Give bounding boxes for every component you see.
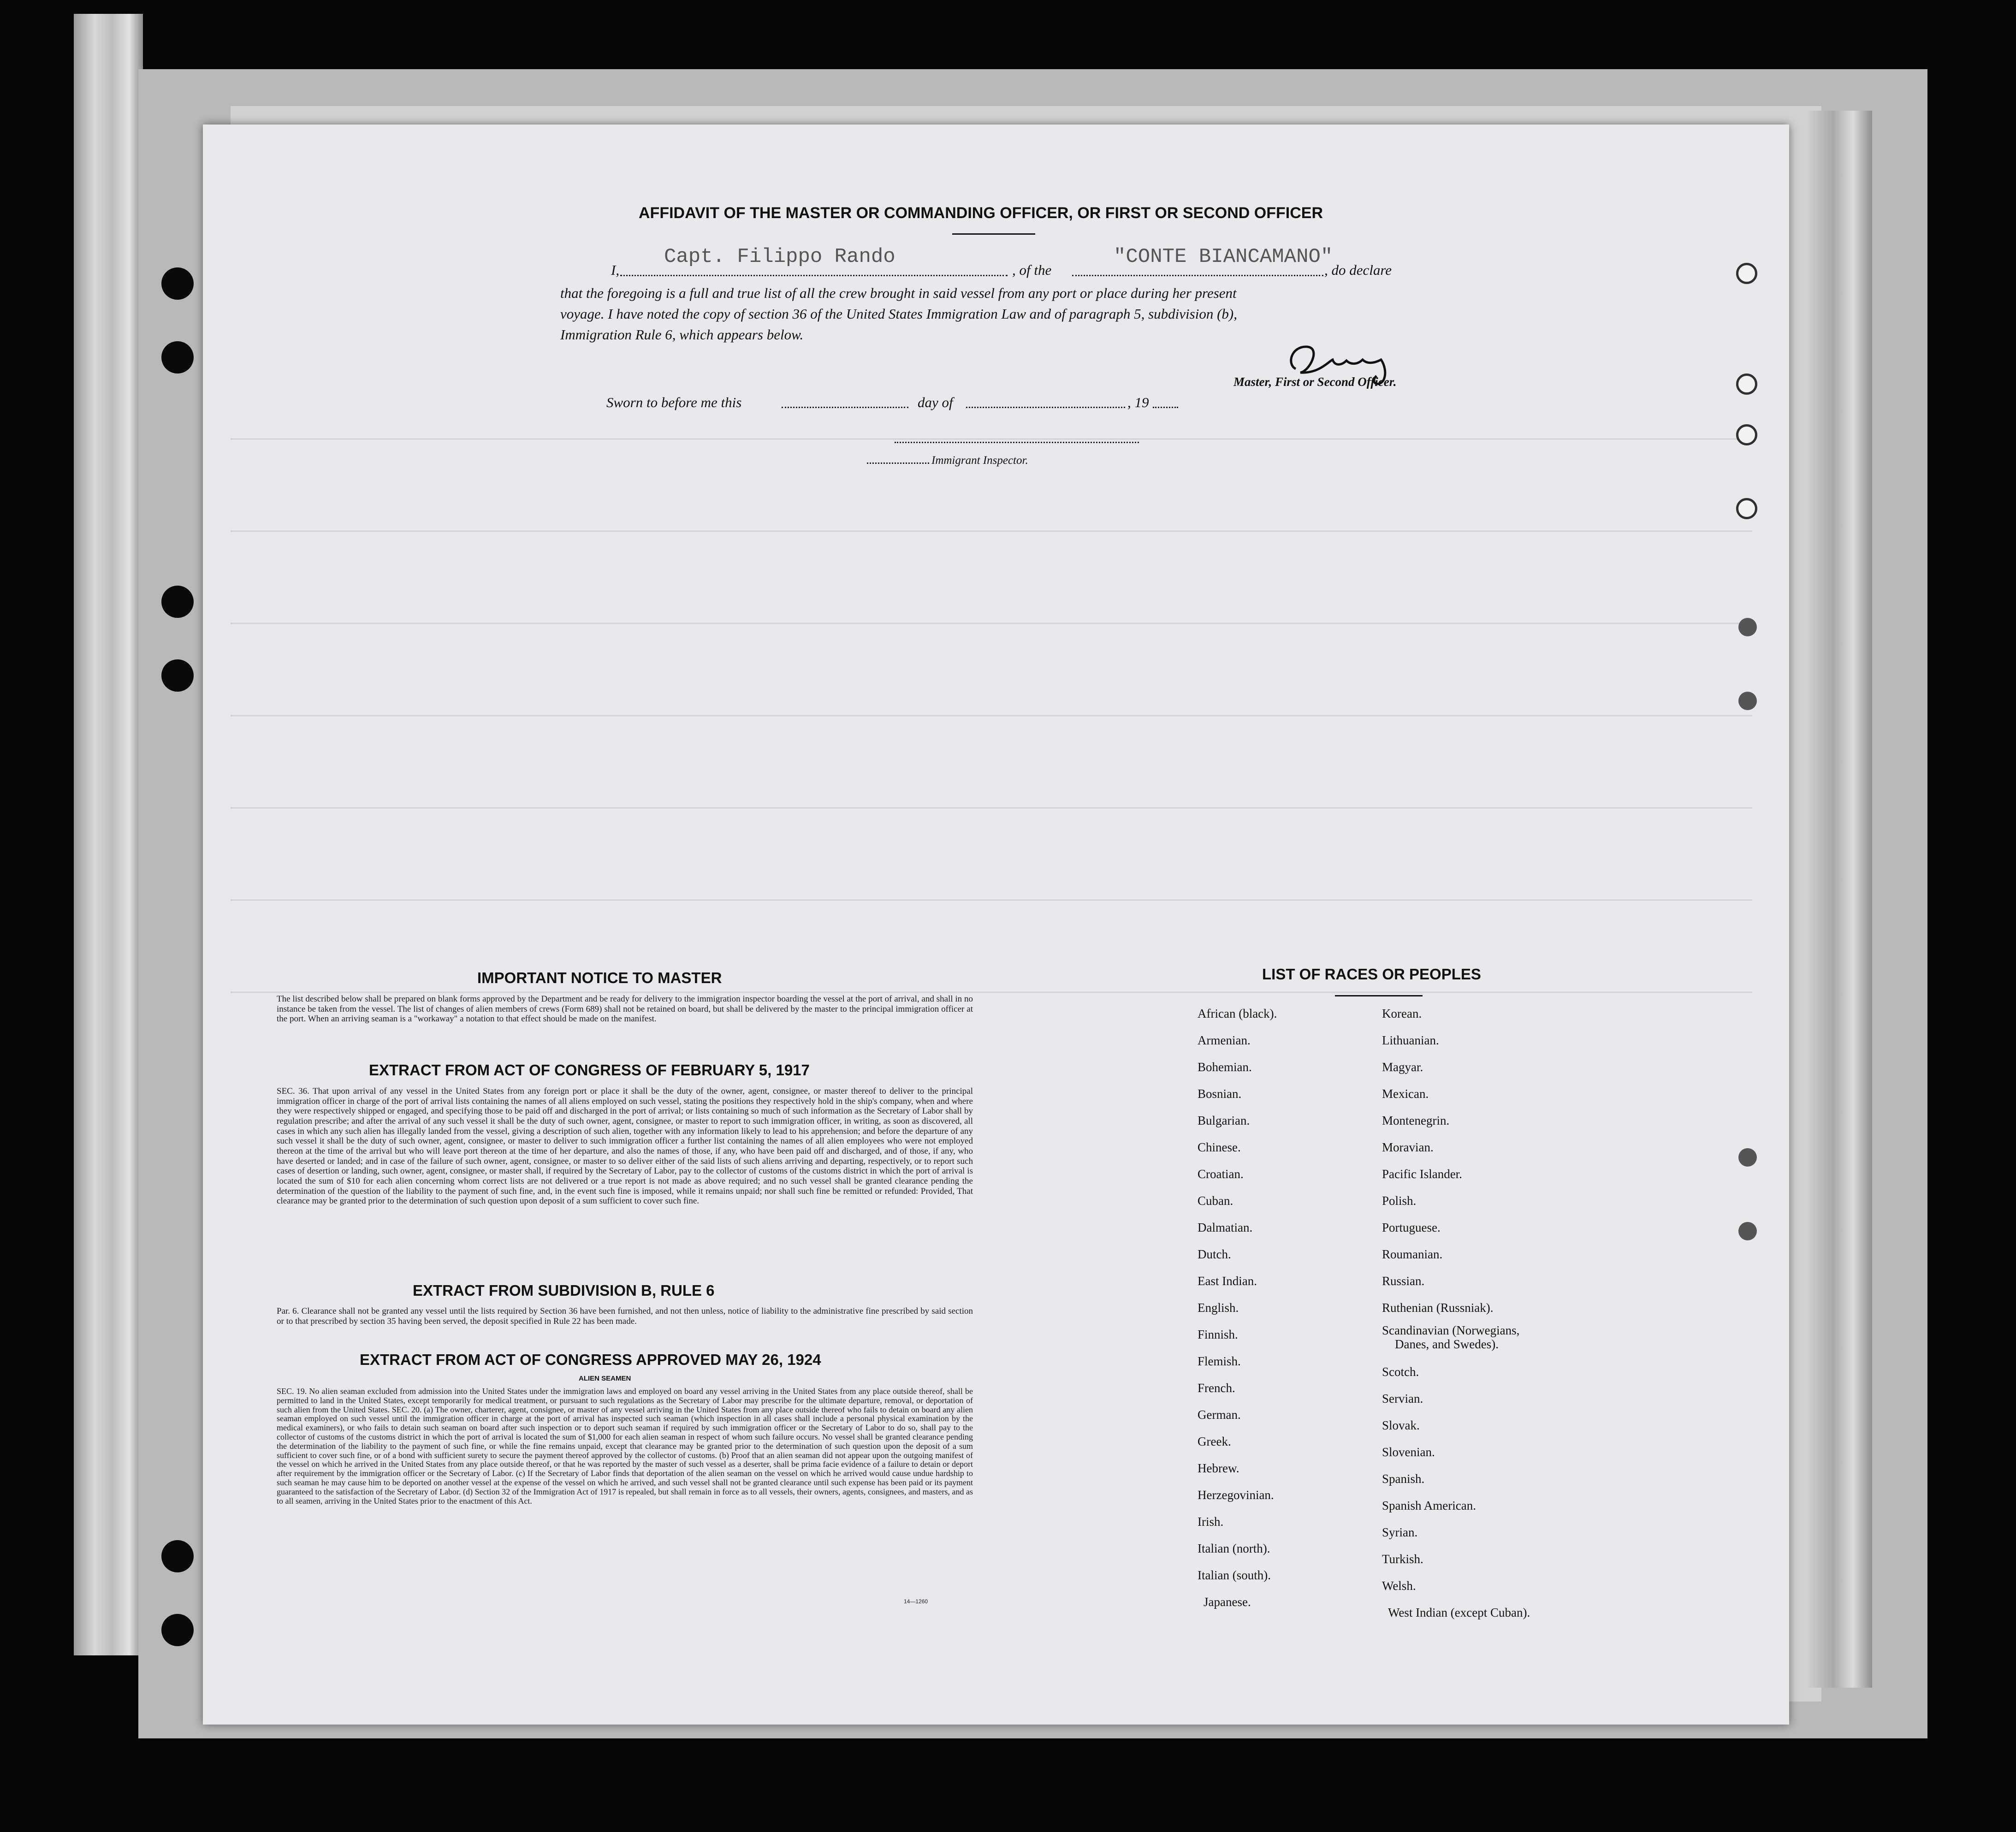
punch-hole (1738, 692, 1757, 710)
extract-1917-text: SEC. 36. That upon arrival of any vessel in the United States from any foreign port or place it shall be the duty of the owner, agent, consignee, or master thereof to deliver to the principal immigration officer in charge of the port of arrival lists containing the names of all aliens employed on such vessel, stating the positions they respectively hold in the ship's company, when and where they were respectively shipped or engaged, and specifying those to be paid off and discharged in the port of arrival; or lists containing so much of such information as the Secretary of Labor shall by regulation prescribe; and after the arrival of any such vessel it shall be the duty of such owner, agent, consignee, or master to report to such immigration officer, in writing, as soon as discovered, all cases in which any such alien has illegally landed from the vessel, giving a description of such alien, together with any information likely to lead to his apprehension; and before the departure of any such vessel it shall be the duty of such owner, agent, consignee, or master to deliver to such immigration officer a further list containing the names of all alien employees who were not employed thereon at the time of the arrival but who will leave port thereon at the time of her departure, and also the names of those, if any, who have been paid off and discharged, and of those, if any, who have deserted or landed; and in case of the failure of such owner, agent, consignee, or master to so deliver either of the said lists of such aliens arriving and departing, respectively, or to report such cases of desertion or landing, such owner, agent, consignee, or master shall, if required by the Secretary of Labor, pay to the collector of customs of the customs district in which the port of arrival is located the sum of $10 for each alien concerning whom correct lists are not delivered or a true report is not made as above required; and no such vessel shall be granted clearance pending the determination of the question of the liability to the payment of such fine, and, in the event such fine is imposed, while it remains unpaid; nor shall such fine be remitted or refunded: Provided, That clearance may be granted prior to the determination of such question upon deposit of a sum sufficient to cover such fine. (277, 1086, 973, 1206)
extract-1924-text: SEC. 19. No alien seaman excluded from admission into the United States under the immigration laws and employed on board any vessel arriving in the United States from any place outside thereof, shall be permitted to land in the United States, except temporarily for medical treatment, or pursuant to such regulations as the Secretary of Labor may prescribe for the ultimate departure, removal, or deportation of such alien from the United States. SEC. 20. (a) The owner, charterer, agent, consignee, or master of any vessel arriving in the United States from any place outside thereof who fails to detain on board any alien seaman employed on such vessel until the immigration officer in charge at the port of arrival has inspected such seaman (which inspection in all cases shall include a personal physical examination by the medical examiners), or who fails to detain such seaman on board after such inspection or to deport such seaman if required by such immigration officer or the Secretary of Labor to do so, shall pay to the collector of customs of the customs district in which the port of arrival is located the sum of $1,000 for each alien seaman in respect of whom such failure occurs. No vessel shall be granted clearance pending the determination of the liability to the payment of such fine, or while the fine remains unpaid, except that clearance may be granted prior to the determination of such question upon the deposit of a sum sufficient to cover such fine, or of a bond with sufficient surety to secure the payment thereof approved by the collector of customs. (b) Proof that an alien seaman did not appear upon the outgoing manifest of the vessel on which he arrived in the United States from any place outside thereof, or that he was reported by the master of such vessel as a deserter, shall be prima facie evidence of a failure to detain or deport after requirement by the immigration officer or the Secretary of Labor. (c) If the Secretary of Labor finds that deportation of the alien seaman on the vessel on which he arrived would cause undue hardship to such seaman he may cause him to be deported on another vessel at the expense of the vessel on which he arrived, and such vessel shall not be granted clearance until such expense has been paid or its payment guaranteed to the satisfaction of the Secretary of Labor. (d) Section 32 of the Immigration Act of 1917 is repealed, but shall remain in force as to all vessels, their owners, agents, consignees, and masters, and as to all seamen, arriving in the United States prior to the enactment of this Act. (277, 1387, 973, 1506)
punch-hole (161, 659, 194, 692)
race-left: Dalmatian. (1198, 1221, 1253, 1234)
race-left: German. (1198, 1408, 1241, 1422)
race-left: East Indian. (1198, 1274, 1257, 1288)
punch-hole (1736, 263, 1757, 284)
document-sheet (203, 125, 1789, 1725)
race-right: Lithuanian. (1382, 1033, 1439, 1047)
sworn-month-line (966, 407, 1125, 408)
i-label: I, (611, 262, 620, 278)
race-left: Italian (south). (1198, 1568, 1271, 1582)
race-right: Syrian. (1382, 1525, 1418, 1539)
year-label: , 19 (1127, 394, 1149, 410)
race-right: Ruthenian (Russniak). (1382, 1301, 1494, 1315)
title-underline (952, 233, 1035, 235)
punch-hole (1736, 374, 1757, 395)
race-left: Greek. (1198, 1435, 1231, 1448)
ghost-line (231, 899, 1752, 901)
ghost-line (231, 807, 1752, 809)
race-right: Slovak. (1382, 1418, 1420, 1432)
affidavit-title: AFFIDAVIT OF THE MASTER OR COMMANDING OFFICER, OR FIRST OR SECOND OFFICER (639, 204, 1323, 222)
extract-rule6-title: EXTRACT FROM SUBDIVISION B, RULE 6 (413, 1282, 715, 1299)
race-left: Dutch. (1198, 1247, 1231, 1261)
punch-hole (161, 1614, 194, 1646)
ghost-line (231, 623, 1752, 624)
inspector-short-line (867, 462, 929, 464)
races-underline (1335, 995, 1423, 996)
vessel-line (1072, 275, 1323, 276)
race-right: Pacific Islander. (1382, 1167, 1462, 1181)
race-right: Roumanian. (1382, 1247, 1443, 1261)
race-right: Spanish American. (1382, 1499, 1476, 1512)
race-right: Mexican. (1382, 1087, 1429, 1101)
race-right: Russian. (1382, 1274, 1425, 1288)
race-left: Bohemian. (1198, 1060, 1252, 1074)
race-right: Scandinavian (Norwegians, (1382, 1323, 1520, 1337)
sworn-year-line (1153, 407, 1178, 408)
extract-1924-title: EXTRACT FROM ACT OF CONGRESS APPROVED MAY 26, 1924 (360, 1351, 821, 1368)
notice-title: IMPORTANT NOTICE TO MASTER (477, 969, 722, 986)
race-left: Irish. (1198, 1515, 1224, 1529)
punch-hole (161, 267, 194, 300)
punch-hole (161, 1540, 194, 1572)
race-right: Welsh. (1382, 1579, 1416, 1593)
race-left: African (black). (1198, 1007, 1277, 1020)
race-left: Chinese. (1198, 1140, 1241, 1154)
race-left: Italian (north). (1198, 1541, 1270, 1555)
race-left: Flemish. (1198, 1354, 1241, 1368)
race-right: Turkish. (1382, 1552, 1423, 1566)
ghost-line (231, 991, 1752, 993)
race-left: Cuban. (1198, 1194, 1233, 1208)
race-right: Portuguese. (1382, 1221, 1441, 1234)
punch-hole (1738, 618, 1757, 636)
race-right: Scotch. (1382, 1365, 1419, 1379)
punch-hole (1738, 1222, 1757, 1240)
signature-caption: Master, First or Second Officer. (1233, 375, 1397, 389)
inspector-label: Immigrant Inspector. (931, 454, 1028, 467)
race-right: Magyar. (1382, 1060, 1423, 1074)
race-left: Bosnian. (1198, 1087, 1242, 1101)
race-left: Armenian. (1198, 1033, 1251, 1047)
race-right: Montenegrin. (1382, 1114, 1450, 1127)
vessel-name: "CONTE BIANCAMANO" (1114, 245, 1333, 268)
race-right: Spanish. (1382, 1472, 1425, 1486)
name-line (620, 275, 1008, 276)
page-stack-edge (1808, 111, 1872, 1688)
race-right: Servian. (1382, 1392, 1423, 1405)
ghost-line (231, 530, 1752, 532)
sworn-day-line (782, 407, 908, 408)
race-right: Korean. (1382, 1007, 1422, 1020)
inspector-line (895, 442, 1139, 443)
do-declare-label: , do declare (1324, 262, 1392, 278)
affidavit-line-3: voyage. I have noted the copy of section 36 of the United States Immigration Law and of paragraph 5, subdivision (b), (560, 306, 1237, 322)
race-left: Croatian. (1198, 1167, 1244, 1181)
race-left: Bulgarian. (1198, 1114, 1250, 1127)
race-left: English. (1198, 1301, 1239, 1315)
form-number: 14—1260 (904, 1598, 928, 1605)
ghost-line (231, 438, 1752, 440)
punch-hole (161, 586, 194, 618)
sworn-label: Sworn to before me this (606, 394, 742, 410)
ghost-line (231, 715, 1752, 717)
affidavit-line-4: Immigration Rule 6, which appears below. (560, 326, 804, 343)
race-left: Hebrew. (1198, 1461, 1239, 1475)
race-left: Finnish. (1198, 1328, 1238, 1341)
day-of-label: day of (918, 394, 953, 410)
race-right: Slovenian. (1382, 1445, 1435, 1459)
extract-1917-title: EXTRACT FROM ACT OF CONGRESS OF FEBRUARY 5, 1917 (369, 1061, 810, 1079)
extract-rule6-text: Par. 6. Clearance shall not be granted any vessel until the lists required by Section 36 have been furnished, and not then unless, notice of liability to the administrative fine prescribed by said section or to that prescribed by section 35 having been served, the deposit specified in Rule 22 has been made. (277, 1306, 973, 1326)
punch-hole (1738, 1148, 1757, 1167)
binder-edge (74, 14, 143, 1655)
race-right: West Indian (except Cuban). (1388, 1606, 1530, 1619)
race-right: Polish. (1382, 1194, 1417, 1208)
race-left: Herzegovinian. (1198, 1488, 1274, 1502)
race-left: Japanese. (1204, 1595, 1251, 1609)
race-right: Moravian. (1382, 1140, 1434, 1154)
punch-hole (161, 341, 194, 374)
race-left: French. (1198, 1381, 1235, 1395)
master-name: Capt. Filippo Rando (664, 245, 895, 268)
affidavit-line-2: that the foregoing is a full and true list of all the crew brought in said vessel from any port or place during her present (560, 285, 1237, 301)
race-right: Danes, and Swedes). (1395, 1337, 1499, 1351)
of-the-label: , of the (1012, 262, 1052, 278)
races-title: LIST OF RACES OR PEOPLES (1262, 966, 1481, 983)
notice-text: The list described below shall be prepared on blank forms approved by the Department and be ready for delivery to the immigration inspector boarding the vessel at the port of arrival, and shall in no instance be taken from the vessel. The list of changes of alien members of crews (Form 689) shall not be retained on board, but shall be delivered by the master to the principal immigration officer at the port. When an arriving seaman is a "workaway" a notation to that effect should be made on the manifest. (277, 994, 973, 1024)
punch-hole (1736, 424, 1757, 445)
extract-1924-subtitle: ALIEN SEAMEN (579, 1375, 631, 1382)
punch-hole (1736, 498, 1757, 519)
